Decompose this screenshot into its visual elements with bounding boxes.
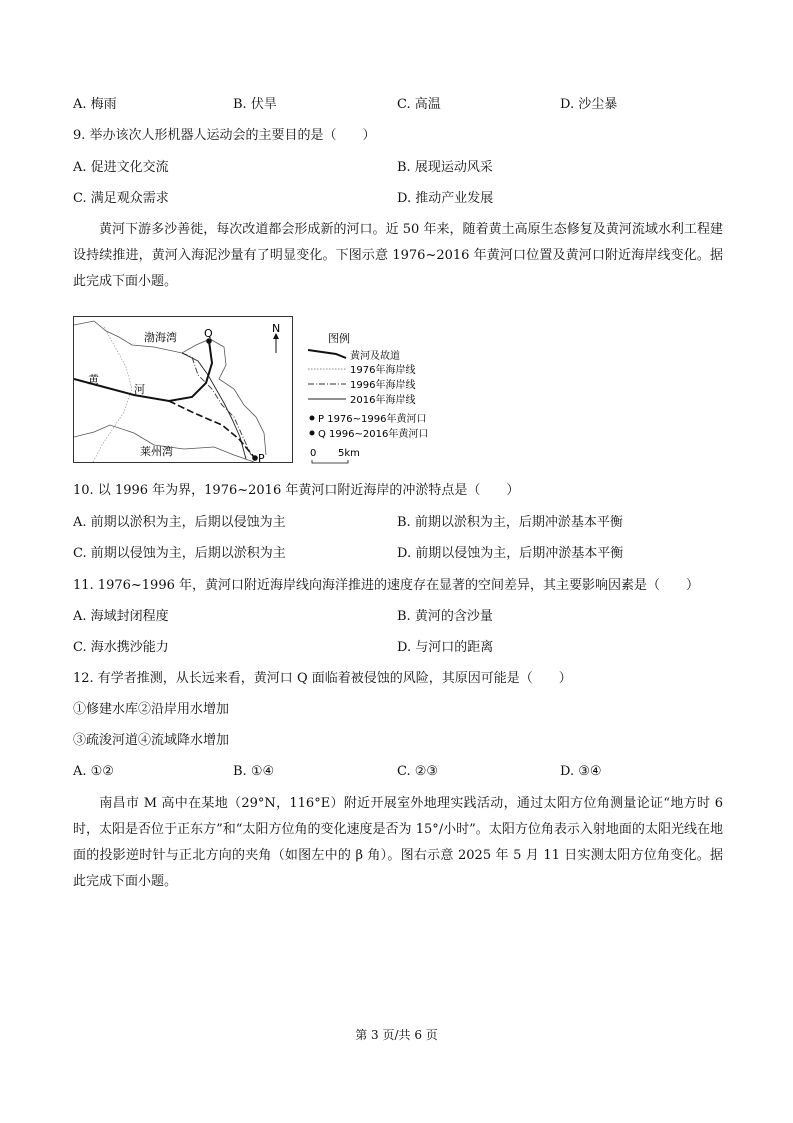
legend-item-2016: 2016年海岸线	[350, 395, 416, 406]
scale-bar	[312, 460, 348, 463]
passage-yellow-river-text: 黄河下游多沙善徙，每次改道都会形成新的河口。近 50 年来，随着黄土高原生态修复及黄河流域水利工程建设持续推进，黄河入海泥沙量有了明显变化。下图示意 1976~2016 年黄河口位置及黄河口附近海岸线变化。据此完成下面小题。	[73, 222, 723, 289]
q11-option-d: D. 与河口的距离	[397, 640, 494, 655]
legend-item-q: Q 1996~2016年黄河口	[318, 429, 429, 440]
legend-item-1996: 1996年海岸线	[350, 380, 416, 391]
q8-option-a: A. 梅雨	[73, 97, 117, 112]
q10-stem: 10. 以 1996 年为界，1976~2016 年黄河口附近海岸的冲淤特点是（ ）	[73, 483, 520, 498]
legend-item-1976: 1976年海岸线	[350, 365, 416, 376]
coastline-2016	[182, 353, 246, 459]
q8-option-b: B. 伏旱	[233, 97, 277, 112]
q11-option-b: B. 黄河的含沙量	[397, 609, 493, 624]
legend-q-dot	[310, 431, 315, 436]
map-legend	[308, 332, 468, 467]
q11-stem: 11. 1976~1996 年，黄河口附近海岸线向海洋推进的速度存在显著的空间差异，其主要影响因素是（ ）	[73, 578, 700, 593]
yellow-river-estuary-map	[73, 316, 293, 463]
q10-option-d: D. 前期以侵蚀为主，后期冲淤基本平衡	[397, 546, 624, 561]
q11-option-a: A. 海域封闭程度	[73, 609, 169, 624]
q9-option-a: A. 促进文化交流	[73, 160, 169, 175]
point-p	[252, 455, 258, 461]
page-footer: 第 3 页/共 6 页	[355, 1028, 438, 1042]
q12-option-d: D. ③④	[560, 764, 602, 779]
q9-stem: 9. 举办该次人形机器人运动会的主要目的是（ ）	[73, 128, 376, 143]
legend-title: 图例	[328, 332, 350, 345]
q10-option-b: B. 前期以淤积为主，后期冲淤基本平衡	[397, 515, 623, 530]
q12-line2: ③疏浚河道④流域降水增加	[73, 733, 230, 748]
label-laizhou: 莱州湾	[140, 445, 173, 458]
passage-solar-azimuth-text: 南昌市 M 高中在某地（29°N，116°E）附近开展室外地理实践活动，通过太阳方位角测量论证“地方时 6 时，太阳是否位于正东方”和“太阳方位角的变化速度是否为 15°/小时”。太阳方位角表示入射地面的太阳光线在地面的投影逆时针与正北方向的夹角（如图左中的 β 角）。图右示意 2025 年 5 月 11 日实测太阳方位角变化。据此完成下面小题。	[73, 796, 723, 889]
q8-option-c: C. 高温	[397, 97, 441, 112]
map-svg	[74, 317, 293, 463]
label-bohai: 渤海湾	[144, 331, 177, 344]
label-q: Q	[204, 327, 213, 340]
scale-5km: 5km	[338, 448, 360, 459]
legend-p-dot	[310, 416, 315, 421]
passage-solar-azimuth	[73, 791, 723, 895]
scale-zero: 0	[310, 448, 317, 459]
label-he: 河	[134, 383, 145, 396]
q12-stem: 12. 有学者推测，从长远来看，黄河口 Q 面临着被侵蚀的风险，其原因可能是（ ）	[73, 671, 572, 686]
legend-item-river: 黄河及故道	[350, 351, 400, 362]
label-p: P	[258, 452, 265, 463]
legend-item-p: P 1976~1996年黄河口	[318, 414, 427, 425]
q11-option-c: C. 海水携沙能力	[73, 640, 169, 655]
passage-yellow-river	[73, 217, 723, 295]
q9-option-d: D. 推动产业发展	[397, 191, 494, 206]
q12-option-a: A. ①②	[73, 764, 114, 779]
q12-option-b: B. ①④	[233, 764, 275, 779]
old-channel	[92, 327, 132, 463]
q10-option-a: A. 前期以淤积为主，后期以侵蚀为主	[73, 515, 286, 530]
legend-river-swatch	[308, 350, 346, 358]
q9-option-c: C. 满足观众需求	[73, 191, 169, 206]
q12-option-c: C. ②③	[397, 764, 439, 779]
q12-line1: ①修建水库②沿岸用水增加	[73, 702, 230, 717]
q8-option-d: D. 沙尘暴	[560, 97, 618, 112]
q9-option-b: B. 展现运动风采	[397, 160, 493, 175]
q10-option-c: C. 前期以侵蚀为主，后期以淤积为主	[73, 546, 286, 561]
legend-svg	[308, 332, 468, 467]
label-north: N	[272, 322, 281, 335]
label-huang: 黄	[88, 373, 99, 386]
